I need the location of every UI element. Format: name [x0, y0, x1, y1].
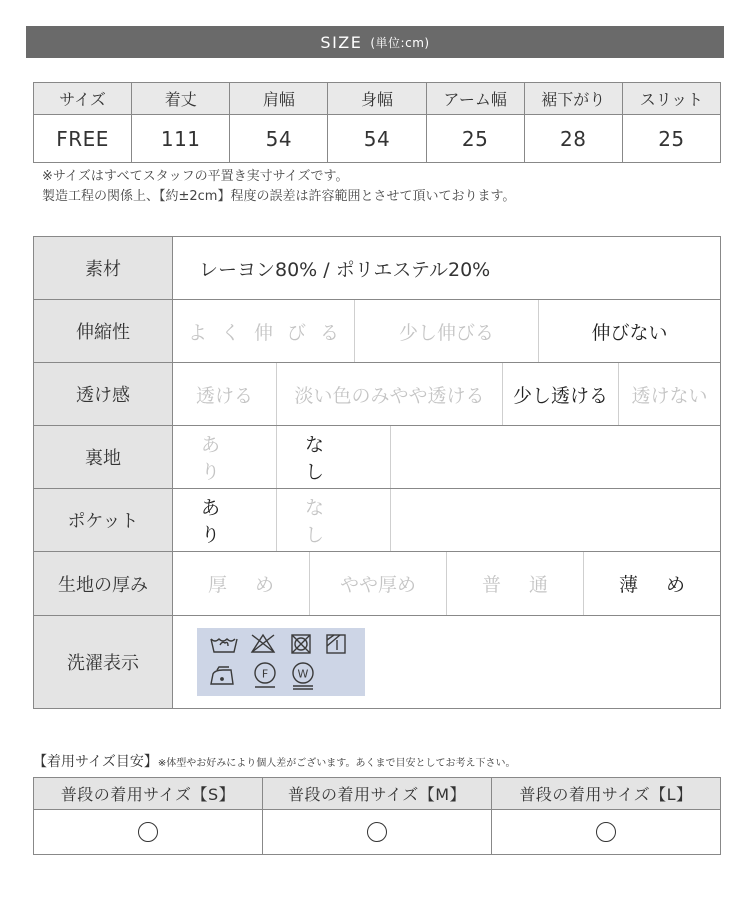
svg-text:F: F	[261, 667, 269, 681]
recommend-note: ※体型やお好みにより個人差がございます。あくまで目安としてお考え下さい。	[157, 758, 516, 769]
recommend-value-cell	[492, 810, 721, 855]
material-value: レーヨン80% / ポリエステル20%	[199, 258, 491, 281]
row-pocket	[34, 489, 720, 552]
row-sheer	[34, 363, 720, 426]
line-dry-shade-icon	[327, 635, 345, 653]
row-care	[34, 616, 720, 708]
option-cell: やや厚め	[310, 552, 447, 615]
recommend-table	[33, 777, 721, 855]
option-cell: 透ける	[173, 363, 277, 425]
row-lining	[34, 426, 720, 489]
recommend-heading: 【着用サイズ目安】	[33, 754, 158, 770]
size-value-cell: 111	[132, 115, 230, 163]
no-tumble-dry-icon	[292, 635, 310, 653]
recommend-header-cell: 普段の着用サイズ【S】	[34, 778, 263, 810]
size-header-cell: 肩幅	[230, 83, 328, 115]
care-label-image	[197, 628, 365, 696]
row-label: 生地の厚み	[34, 552, 173, 615]
option-cell-selected: なし	[277, 426, 391, 488]
size-header-cell: 着丈	[132, 83, 230, 115]
row-thickness	[34, 552, 720, 616]
thickness-options	[173, 552, 720, 615]
option-cell: 厚め	[173, 552, 310, 615]
size-value-cell: 54	[328, 115, 426, 163]
size-header-cell: サイズ	[34, 83, 132, 115]
option-cell: 淡い色のみやや透ける	[277, 363, 503, 425]
lining-options	[173, 426, 720, 488]
option-cell-selected: 薄め	[618, 574, 713, 596]
material-table	[33, 236, 721, 709]
row-material	[34, 237, 720, 300]
note-line: 製造工程の関係上、【約±2cm】程度の誤差は許容範囲とさせて頂いております。	[42, 189, 516, 204]
size-title: SIZE	[320, 32, 363, 52]
stretch-options	[173, 300, 720, 362]
pocket-options	[173, 489, 720, 551]
size-value-cell: 28	[524, 115, 622, 163]
size-value-cell: FREE	[34, 115, 132, 163]
sheer-options	[173, 363, 720, 425]
option-cell-selected: 少し透ける	[503, 363, 619, 425]
circle-mark-icon	[596, 822, 616, 842]
recommend-value-cell	[263, 810, 492, 855]
size-value-cell: 25	[426, 115, 524, 163]
iron-low-icon	[211, 667, 233, 684]
option-cell: 少し伸びる	[355, 300, 539, 362]
option-cell: 透けない	[631, 384, 708, 407]
row-label: 裏地	[34, 426, 173, 488]
recommend-title	[33, 751, 515, 771]
row-stretch	[34, 300, 720, 363]
size-header-cell: スリット	[622, 83, 720, 115]
row-label: 素材	[34, 237, 173, 299]
size-value-cell: 54	[230, 115, 328, 163]
size-header-bar	[26, 26, 724, 58]
row-label: ポケット	[34, 489, 173, 551]
recommend-header-cell: 普段の着用サイズ【L】	[492, 778, 721, 810]
svg-text:W: W	[297, 667, 309, 681]
size-header-cell: 裾下がり	[524, 83, 622, 115]
recommend-header-cell: 普段の着用サイズ【M】	[263, 778, 492, 810]
size-table	[33, 82, 721, 163]
size-value-cell: 25	[622, 115, 720, 163]
care-body	[173, 616, 720, 708]
circle-mark-icon	[367, 822, 387, 842]
option-cell: 普通	[447, 552, 584, 615]
option-cell: よく伸びる	[173, 300, 355, 362]
size-unit: (単位:cm)	[370, 35, 430, 50]
option-cell-selected: 伸びない	[591, 321, 668, 344]
size-header-cell: アーム幅	[426, 83, 524, 115]
size-header-cell: 身幅	[328, 83, 426, 115]
hand-wash-icon	[211, 639, 237, 652]
option-cell: あり	[173, 426, 277, 488]
option-cell-selected: あり	[173, 489, 277, 551]
recommend-value-cell	[34, 810, 263, 855]
size-notes	[42, 167, 515, 207]
circle-mark-icon	[138, 822, 158, 842]
no-bleach-icon	[252, 635, 274, 652]
option-cell: なし	[277, 489, 391, 551]
note-line: ※サイズはすべてスタッフの平置き実寸サイズです。	[42, 169, 349, 184]
row-label: 透け感	[34, 363, 173, 425]
row-label: 洗濯表示	[34, 616, 173, 708]
row-label: 伸縮性	[34, 300, 173, 362]
